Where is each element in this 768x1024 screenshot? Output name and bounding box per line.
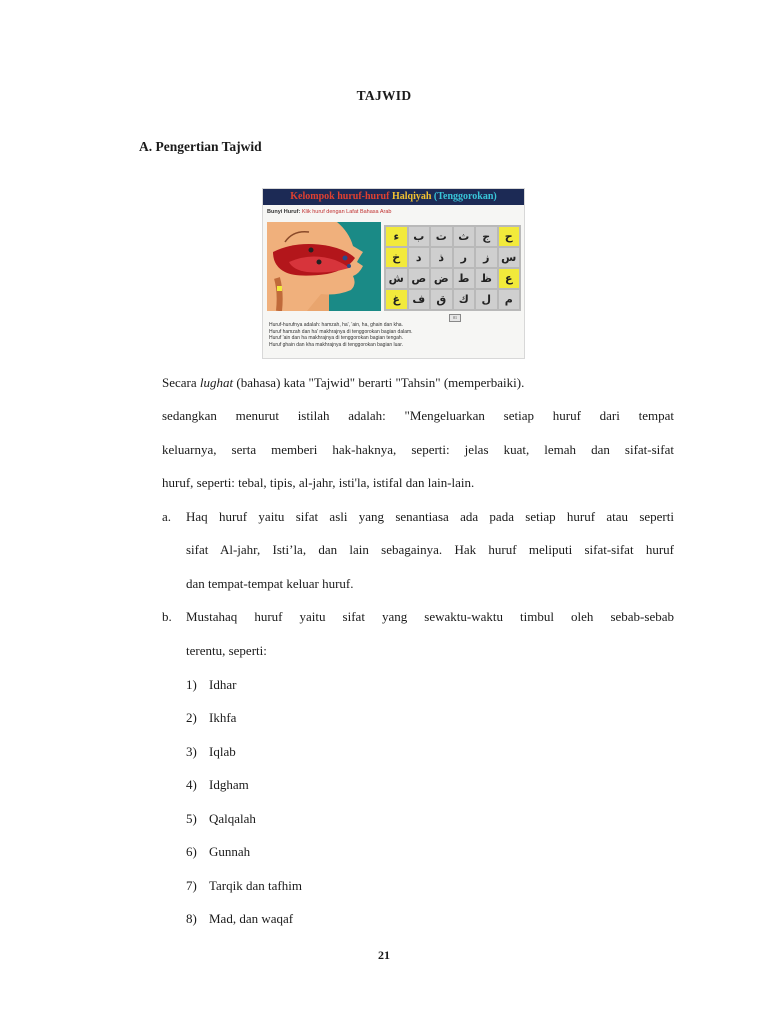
letter-cell[interactable]: ت [431, 227, 452, 246]
figure-subtitle [267, 209, 391, 215]
intro-line [162, 375, 524, 391]
figure-subtitle-text: Klik huruf dengan Lafat Bahasa Arab [301, 209, 392, 215]
numbered-list-item [186, 777, 249, 793]
figure-subtitle-label: Bunyi Huruf: [267, 209, 301, 215]
banner-part-1: Kelompok huruf-huruf [290, 191, 392, 202]
list-number: 1) [186, 677, 197, 692]
letter-cell[interactable]: ذ [431, 248, 452, 267]
letter-cell[interactable]: ح [499, 227, 520, 246]
page-title: TAJWID [356, 88, 412, 103]
numbered-list-item [186, 710, 236, 726]
item-a-line: sifat Al-jahr, Isti’la, dan lain sebagainya. Hak huruf meliputi sifat-sifat huruf [186, 542, 674, 557]
figure-note-line: Huruf hamzah dan ha' makhrajnya di tenggorokan bagian dalam. [269, 328, 413, 335]
intro-prefix: Secara [162, 375, 200, 390]
item-a-line: Haq huruf yaitu sifat asli yang senantiasa ada pada setiap huruf atau seperti [186, 509, 674, 524]
list-text: Ikhfa [209, 710, 237, 725]
arabic-letter-grid [384, 225, 521, 311]
letter-cell[interactable]: ء [386, 227, 407, 246]
list-text: Mad, dan waqaf [209, 911, 294, 926]
makhraj-figure [262, 188, 525, 359]
letter-cell[interactable]: ث [454, 227, 475, 246]
item-a-line: dan tempat-tempat keluar huruf. [186, 576, 354, 591]
numbered-list-item [186, 911, 293, 927]
figure-play-button[interactable]: 01 [449, 314, 461, 322]
letter-cell[interactable]: س [499, 248, 520, 267]
letter-cell[interactable]: ظ [476, 269, 497, 288]
letter-cell[interactable]: ط [454, 269, 475, 288]
numbered-list-item [186, 744, 236, 760]
list-text: Idgham [209, 777, 249, 792]
list-text: Qalqalah [209, 811, 256, 826]
item-a-marker: a. [162, 509, 172, 524]
letter-cell[interactable]: ر [454, 248, 475, 267]
numbered-list-item [186, 677, 236, 693]
letter-cell[interactable]: د [409, 248, 430, 267]
figure-note-line: Huruf 'ain dan ha makhrajnya di tenggorokan bagian tengah. [269, 335, 404, 342]
letter-cell[interactable]: م [499, 290, 520, 309]
letter-cell[interactable]: ص [409, 269, 430, 288]
numbered-list-item [186, 878, 302, 894]
list-text: Tarqik dan tafhim [209, 878, 302, 893]
list-number: 6) [186, 844, 197, 859]
letter-cell[interactable]: ب [409, 227, 430, 246]
letter-cell[interactable]: ج [476, 227, 497, 246]
letter-cell[interactable]: ل [476, 290, 497, 309]
list-number: 8) [186, 911, 197, 926]
figure-note-line: Huruf ghain dan kha makhrajnya di tenggorokan bagian luar. [269, 341, 403, 348]
letter-cell[interactable]: ك [454, 290, 475, 309]
letter-cell[interactable]: ز [476, 248, 497, 267]
banner-part-3: (Tenggorokan) [433, 191, 497, 202]
letter-cell[interactable]: غ [386, 290, 407, 309]
letter-cell[interactable]: ق [431, 290, 452, 309]
page-number: 21 [378, 948, 390, 962]
intro-suffix: (bahasa) kata "Tajwid" berarti "Tahsin" (memperbaiki). [233, 375, 525, 390]
item-b-line: terentu, seperti: [186, 643, 267, 658]
list-text: Idhar [209, 677, 237, 692]
numbered-list-item [186, 811, 256, 827]
figure-banner [263, 189, 524, 205]
list-number: 5) [186, 811, 197, 826]
item-b-line: Mustahaq huruf yaitu sifat yang sewaktu-waktu timbul oleh sebab-sebab [186, 609, 674, 624]
banner-part-2: Halqiyah [391, 191, 434, 202]
figure-note-line: Huruf-hurufnya adalah: hamzah, ha', 'ain, ha, ghain dan kha. [269, 322, 403, 328]
letter-cell[interactable]: ف [409, 290, 430, 309]
letter-cell[interactable]: خ [386, 248, 407, 267]
definition-line: huruf, seperti: tebal, tipis, al-jahr, isti'la, istifal dan lain-lain. [162, 475, 475, 490]
letter-cell[interactable]: ض [431, 269, 452, 288]
definition-line: keluarnya, serta memberi hak-haknya, seperti: jelas kuat, lemah dan sifat-sifat [162, 442, 674, 457]
numbered-list-item [186, 844, 250, 860]
letter-cell[interactable]: ش [386, 269, 407, 288]
intro-italic-word: lughat [199, 375, 234, 390]
list-number: 2) [186, 710, 197, 725]
list-number: 4) [186, 777, 197, 792]
figure-notes [269, 322, 413, 348]
list-number: 3) [186, 744, 197, 759]
list-number: 7) [186, 878, 197, 893]
definition-line: sedangkan menurut istilah adalah: "Mengeluarkan setiap huruf dari tempat [162, 408, 674, 423]
section-heading: A. Pengertian Tajwid [139, 139, 262, 154]
list-text: Gunnah [209, 844, 251, 859]
list-text: Iqlab [209, 744, 236, 759]
letter-cell[interactable]: ع [499, 269, 520, 288]
item-b-marker: b. [162, 609, 172, 624]
mouth-diagram-image [267, 222, 381, 311]
